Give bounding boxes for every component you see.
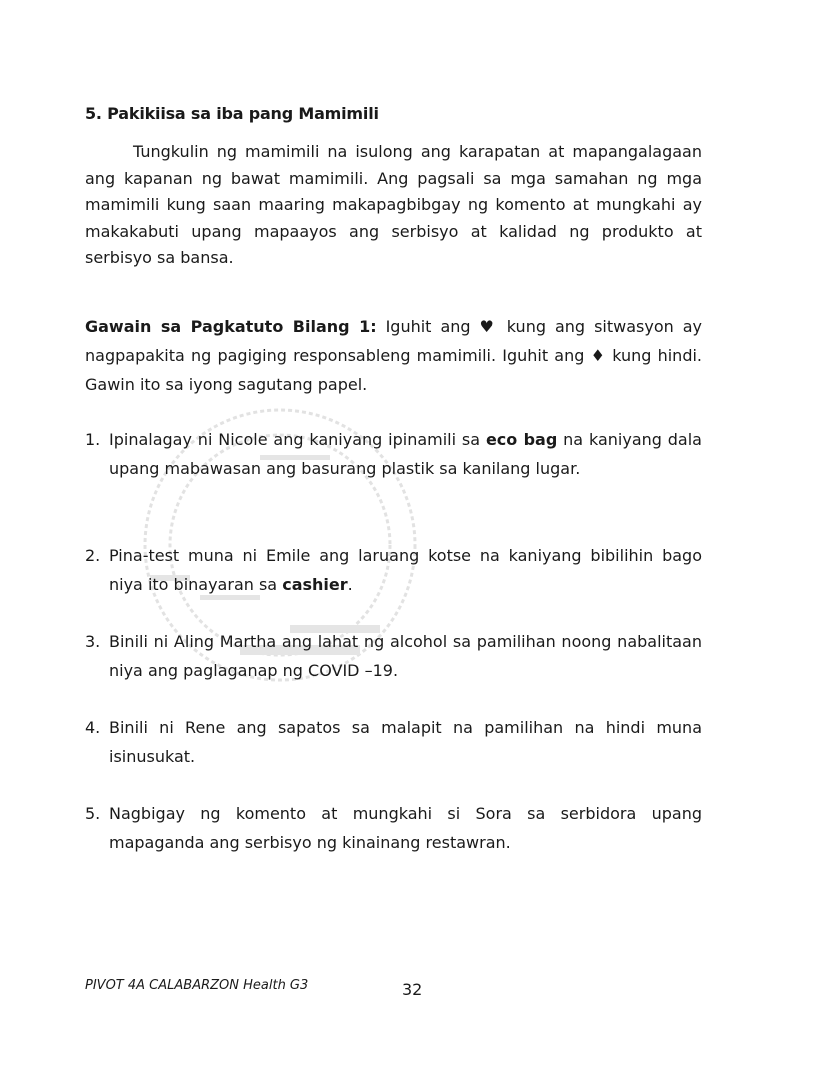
instruction-text: kung ang sitwasyon ay nagpapakita ng pagiging responsableng mamimili. Iguhit ang	[85, 317, 703, 365]
item-number: 5.	[85, 804, 101, 823]
item-number: 3.	[85, 632, 101, 651]
section-heading: 5. Pakikiisa sa iba pang Mamimili	[85, 104, 379, 123]
item-bold-term: cashier	[282, 574, 348, 594]
list-item	[85, 542, 702, 599]
list-item	[85, 426, 702, 483]
item-text: na kaniyang dala upang mabawasan ang basurang plastik sa kanilang lugar.	[109, 430, 702, 478]
intro-paragraph: Tungkulin ng mamimili na isulong ang karapatan at mapangalagaan ang kapanan ng bawat mamimili. Ang pagsali sa mga samahan ng mga mamimili kung saan maaring makapagbibgay ng komento at mungkahi ay makakabuti upang mapaayos ang serbisyo at kalidad ng produkto at serbisyo sa bansa.	[85, 142, 702, 267]
instruction-text: kung hindi. Gawin ito sa iyong sagutang papel.	[85, 346, 703, 394]
item-bold-term: eco bag	[485, 430, 558, 449]
instruction-text: Iguhit ang	[376, 317, 480, 336]
diamond-icon: ♦	[590, 346, 607, 365]
item-number: 1.	[85, 430, 101, 449]
footer-source: PIVOT 4A CALABARZON Health G3	[85, 978, 309, 993]
item-text: Binili ni Rene ang sapatos sa malapit na pamilihan na hindi muna isinusukat.	[109, 718, 702, 766]
item-text: Binili ni Aling Martha ang lahat ng alcohol sa pamilihan noong nabalitaan niya ang paglaganap ng COVID –19.	[109, 632, 702, 680]
list-item	[85, 628, 702, 685]
item-text: .	[347, 574, 353, 594]
item-text: Pina-test muna ni Emile ang laruang kotse na kaniyang bibilihin bago niya ito binayaran sa	[109, 546, 702, 594]
list-item	[85, 714, 702, 771]
activity-instructions	[85, 312, 702, 399]
heart-icon: ♥	[479, 317, 498, 336]
list-item	[85, 800, 702, 857]
item-text: Nagbigay ng komento at mungkahi si Sora sa serbidora upang mapaganda ang serbisyo ng kinainang restawran.	[109, 804, 702, 852]
item-number: 2.	[85, 546, 101, 565]
activity-label: Gawain sa Pagkatuto Bilang 1:	[85, 317, 377, 336]
item-text: Ipinalagay ni Nicole ang kaniyang ipinamili sa	[109, 430, 486, 449]
page-number: 32	[402, 980, 423, 999]
item-number: 4.	[85, 718, 101, 737]
